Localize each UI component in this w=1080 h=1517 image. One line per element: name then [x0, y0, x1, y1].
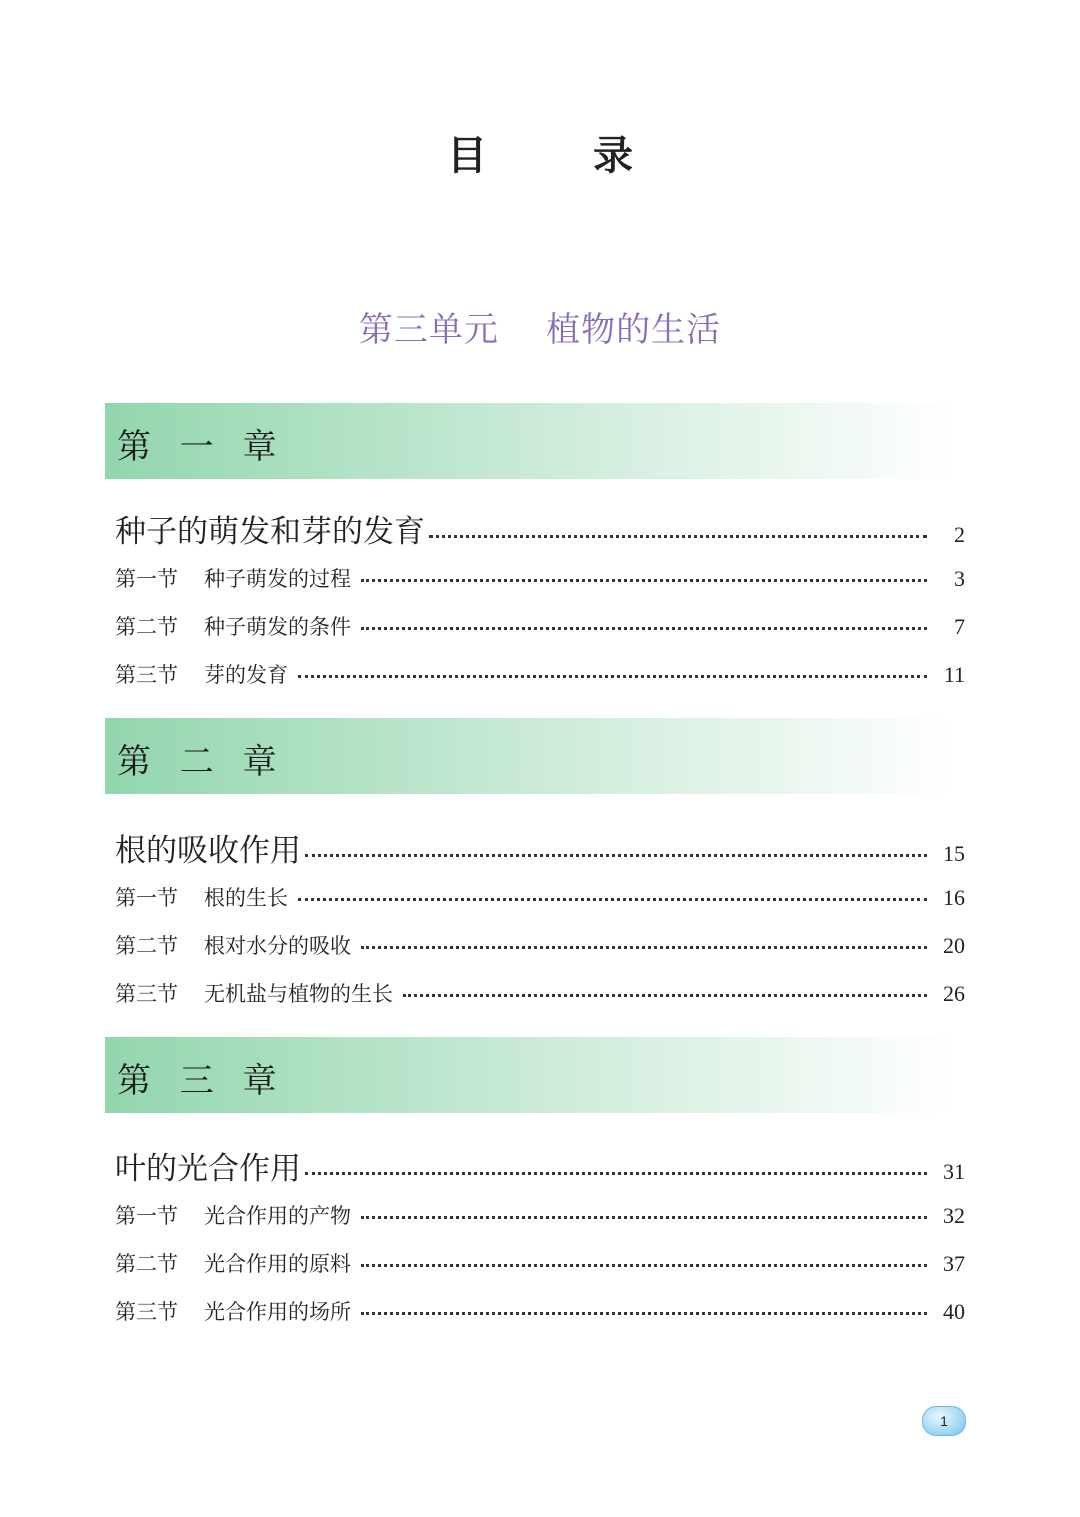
section-label: 第一节: [115, 1204, 178, 1228]
page-number: 20: [943, 933, 965, 958]
toc-section-entry[interactable]: [115, 611, 965, 641]
toc-section-entry[interactable]: [115, 978, 965, 1008]
page-number: 2: [954, 522, 965, 547]
section-label: 第三节: [115, 1300, 178, 1324]
dot-leader: [429, 535, 927, 538]
page-number: 11: [943, 662, 965, 687]
toc-section-entry[interactable]: [115, 1296, 965, 1326]
toc-chapter-entry[interactable]: [115, 1143, 965, 1188]
section-label: 第三节: [115, 982, 178, 1006]
toc-chapter-entry[interactable]: [115, 506, 965, 551]
toc-section-entry[interactable]: [115, 882, 965, 912]
section-title: 光合作用的产物: [204, 1204, 351, 1228]
toc-section-entry[interactable]: [115, 930, 965, 960]
chapter-label: 第 二 章: [117, 742, 286, 782]
page-number: 40: [943, 1299, 965, 1324]
section-label: 第二节: [115, 934, 178, 958]
unit-title: 第三单元 植物的生活: [358, 310, 722, 350]
page-number: 32: [943, 1203, 965, 1228]
dot-leader: [361, 579, 927, 582]
dot-leader: [298, 675, 927, 678]
page-number: 16: [943, 885, 965, 910]
chapter-header: [105, 718, 955, 794]
chapter-title: 种子的萌发和芽的发育: [115, 514, 425, 550]
section-title: 种子萌发的条件: [204, 615, 351, 639]
chapter-label: 第 一 章: [117, 427, 286, 467]
chapter-header: [105, 1037, 955, 1113]
dot-leader: [305, 854, 927, 857]
toc-section-entry[interactable]: [115, 1200, 965, 1230]
page-title: 目 录: [447, 133, 679, 179]
section-title: 光合作用的原料: [204, 1252, 351, 1276]
chapter-label: 第 三 章: [117, 1061, 286, 1101]
dot-leader: [298, 898, 927, 901]
page-number: 15: [943, 841, 965, 866]
section-label: 第一节: [115, 567, 178, 591]
toc-section-entry[interactable]: [115, 659, 965, 689]
chapter-title: 根的吸收作用: [115, 833, 301, 869]
toc-section-entry[interactable]: [115, 563, 965, 593]
section-label: 第二节: [115, 1252, 178, 1276]
dot-leader: [361, 1216, 927, 1219]
page-number: 7: [954, 614, 965, 639]
toc-chapter-entry[interactable]: [115, 825, 965, 870]
section-title: 种子萌发的过程: [204, 567, 351, 591]
page-number-badge: 1: [922, 1406, 966, 1436]
dot-leader: [361, 627, 927, 630]
section-title: 光合作用的场所: [204, 1300, 351, 1324]
chapter-header: [105, 403, 955, 479]
section-title: 芽的发育: [204, 663, 288, 687]
page-number: 26: [943, 981, 965, 1006]
section-label: 第一节: [115, 886, 178, 910]
section-label: 第三节: [115, 663, 178, 687]
chapter-title: 叶的光合作用: [115, 1151, 301, 1187]
toc-section-entry[interactable]: [115, 1248, 965, 1278]
section-title: 无机盐与植物的生长: [204, 982, 393, 1006]
page-number: 3: [954, 566, 965, 591]
dot-leader: [403, 994, 927, 997]
dot-leader: [361, 946, 927, 949]
dot-leader: [361, 1312, 927, 1315]
page-number: 31: [943, 1159, 965, 1184]
dot-leader: [361, 1264, 927, 1267]
page-number: 37: [943, 1251, 965, 1276]
dot-leader: [305, 1172, 927, 1175]
section-label: 第二节: [115, 615, 178, 639]
section-title: 根对水分的吸收: [204, 934, 351, 958]
section-title: 根的生长: [204, 886, 288, 910]
